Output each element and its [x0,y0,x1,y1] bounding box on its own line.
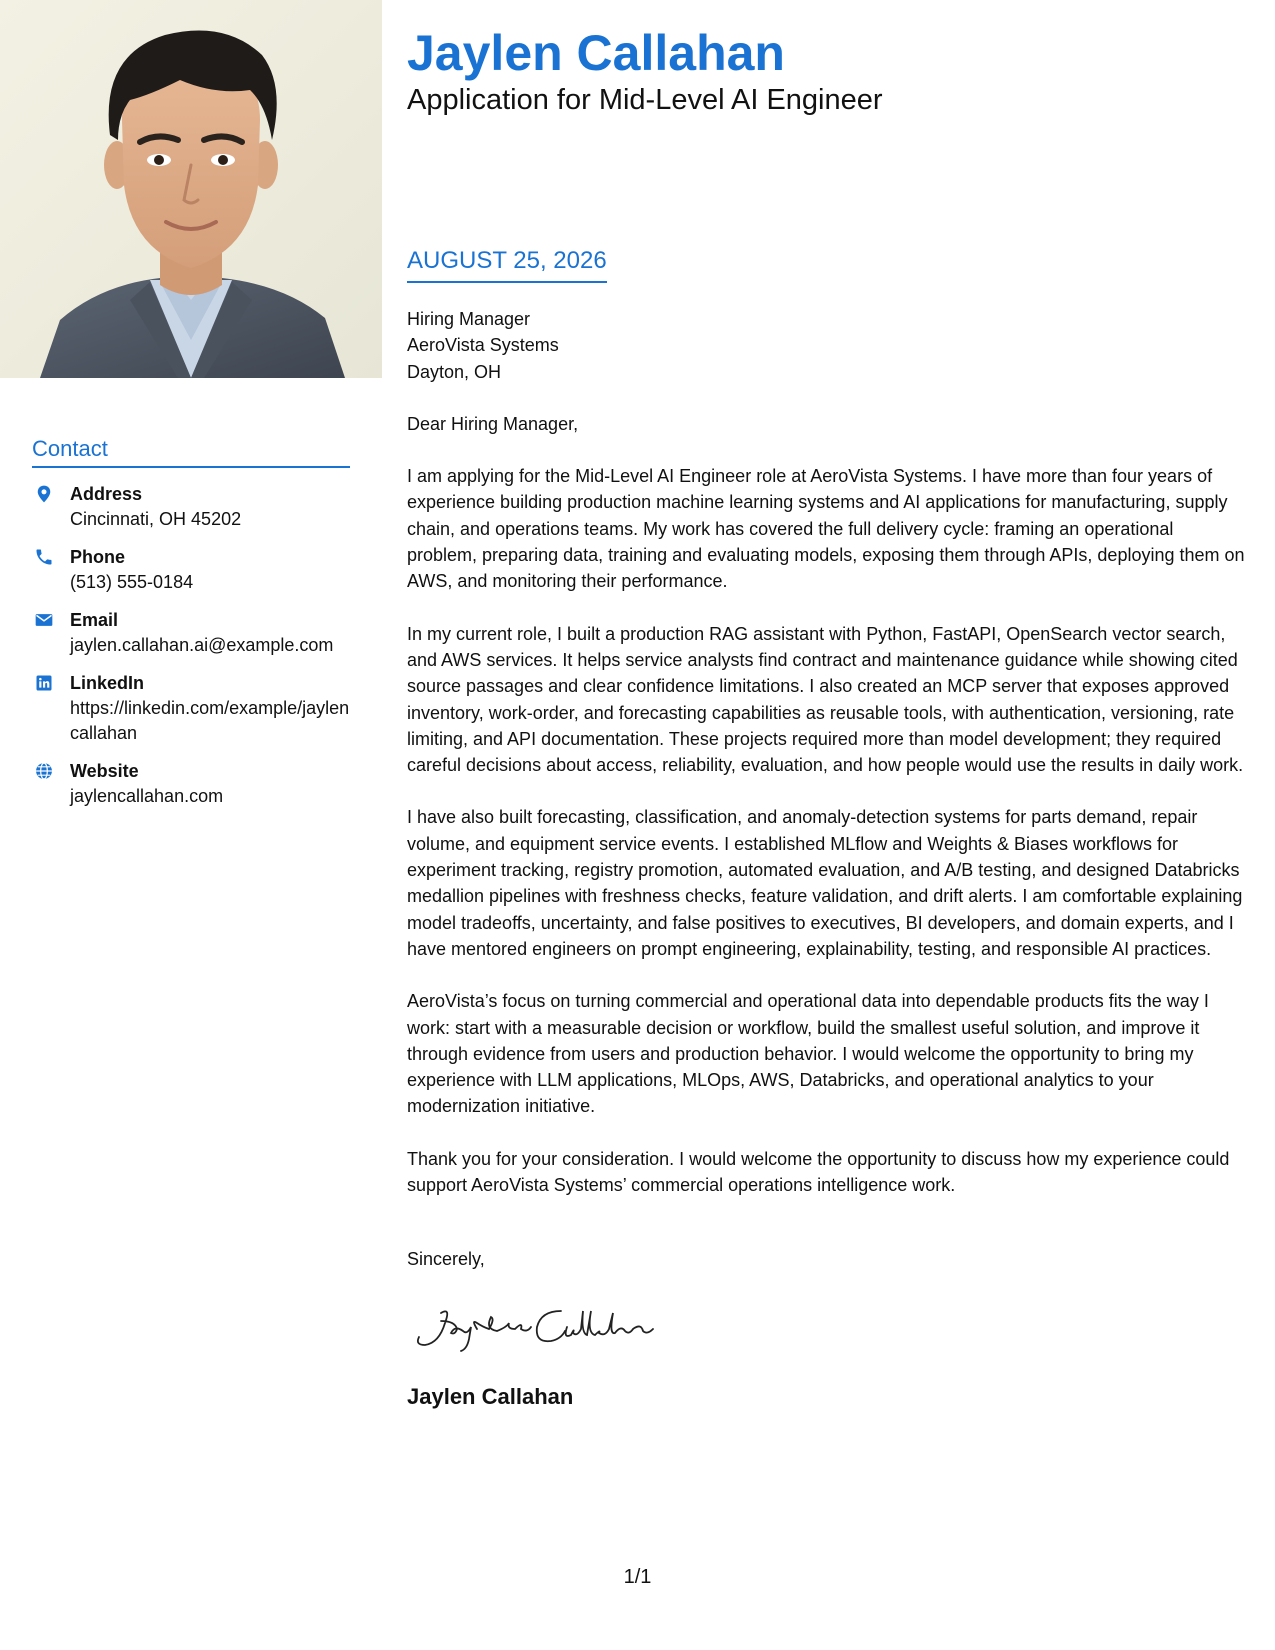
contact-phone [32,545,350,595]
recipient-line: AeroVista Systems [407,335,559,356]
letter-body [407,306,1247,1410]
contact-label: Phone [70,547,126,567]
contact-sidebar [32,434,350,822]
contact-address [32,482,350,532]
linkedin-icon [34,673,54,693]
signer-name: Jaylen Callahan [407,1383,574,1409]
website-value[interactable]: jaylencallahan.com [70,786,224,806]
contact-heading: Contact [32,434,350,468]
phone-icon [34,547,54,567]
contact-label: Website [70,761,139,781]
salutation: Dear Hiring Manager, [407,413,579,434]
globe-icon [34,761,54,781]
recipient-block [407,306,1247,385]
application-subtitle: Application for Mid-Level AI Engineer [407,84,883,116]
letter-date: AUGUST 25, 2026 [407,246,607,283]
contact-website [32,759,350,809]
signature-image [411,1299,661,1359]
contact-label: LinkedIn [70,673,145,693]
letter-paragraph: In my current role, I built a production RAG assistant with Python, FastAPI, OpenSearch vector search, and AWS services. It helps service analysts find contract and maintenance guidance while showing cited source passages and clear confidence limitations. I also created an MCP server that exposes approved inventory, work-order, and forecasting capabilities as reusable tools, with authentication, versioning, rate limiting, and API documentation. These projects required more than model development; they required careful decisions about access, reliability, evaluation, and how people would use the results in daily work. [407,623,1244,776]
page-number: 1/1 [623,1566,652,1588]
contact-label: Address [70,484,143,504]
letter-paragraph: I am applying for the Mid-Level AI Engineer role at AeroVista Systems. I have more than four years of experience building production machine learning systems and AI applications for manufacturing, supply chain, and operations teams. My work has covered the full delivery cycle: framing an operational problem, preparing data, training and evaluating models, exposing them through APIs, deploying them on AWS, and monitoring their performance. [407,466,1245,592]
recipient-line: Dayton, OH [407,361,502,382]
applicant-name: Jaylen Callahan [407,25,785,81]
contact-email [32,608,350,658]
letter-paragraph: AeroVista’s focus on turning commercial and operational data into dependable products fits the way I work: start with a measurable decision or workflow, build the smallest useful solution, and improve it through evidence from users and production behavior. I would welcome the opportunity to bring my experience with LLM applications, MLOps, AWS, Databricks, and operational analytics to your modernization initiative. [407,991,1209,1117]
recipient-line: Hiring Manager [407,309,531,329]
profile-photo [0,0,382,378]
envelope-icon [34,610,54,630]
phone-value: (513) 555-0184 [70,572,194,592]
linkedin-value[interactable]: https://linkedin.com/example/jaylencallahan [70,698,350,743]
contact-label: Email [70,610,119,630]
handwritten-signature [411,1299,1247,1366]
contact-linkedin [32,671,350,746]
portrait-illustration [0,0,382,378]
location-pin-icon [34,484,54,504]
letter-paragraph: I have also built forecasting, classification, and anomaly-detection systems for parts demand, repair volume, and equipment service events. I established MLflow and Weights & Biases workflows for experiment tracking, registry promotion, automated evaluation, and A/B testing, and designed Databricks medallion pipelines with freshness checks, feature validation, and drift alerts. I am comfortable explaining model tradeoffs, uncertainty, and false positives to executives, BI developers, and domain experts, and I have mentored engineers on prompt engineering, explainability, testing, and responsible AI practices. [407,807,1243,959]
letter-paragraph: Thank you for your consideration. I would welcome the opportunity to discuss how my experience could support AeroVista Systems’ commercial operations intelligence work. [407,1148,1230,1196]
closing: Sincerely, [407,1249,485,1270]
address-value: Cincinnati, OH 45202 [70,509,242,529]
email-value[interactable]: jaylen.callahan.ai@example.com [70,635,334,655]
letter-main [407,24,1247,1409]
